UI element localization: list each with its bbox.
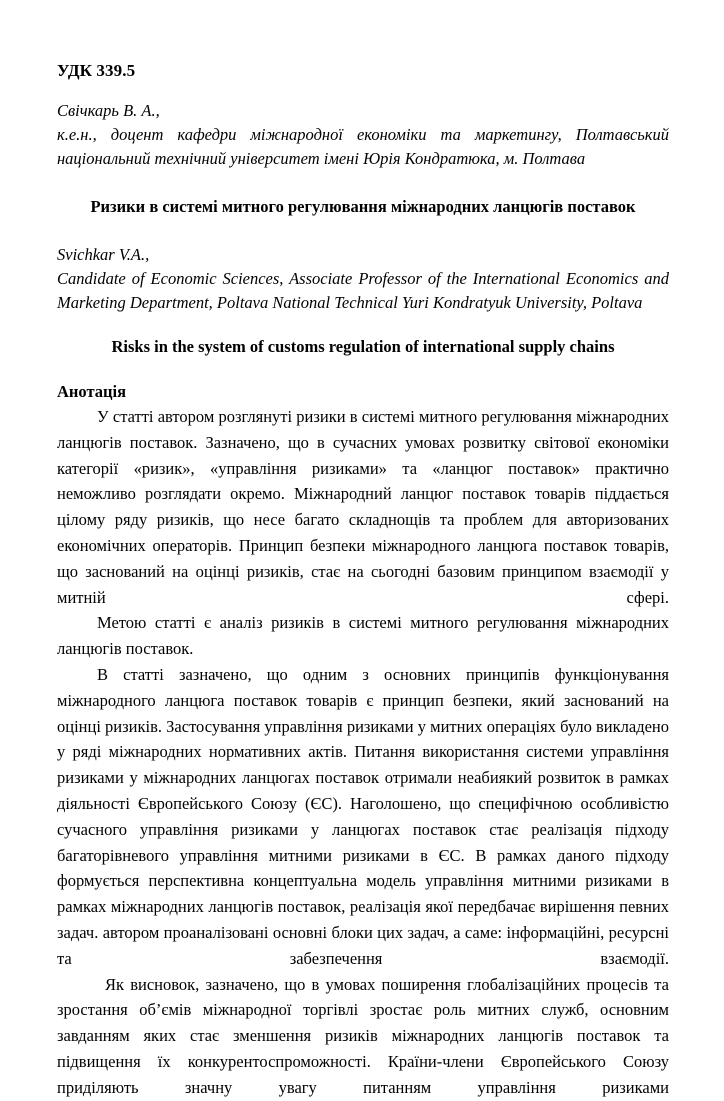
abstract-body [57, 404, 669, 1101]
spacer-after-en-author [57, 315, 669, 335]
author-affiliation-english: Candidate of Economic Sciences, Associate Professor of the International Economics and Marketing Department, Poltava National Technical Yuri Kondratyuk University, Poltava [57, 269, 669, 312]
spacer-after-uk-author [57, 171, 669, 195]
author-name-ukrainian: Свічкарь В. А., [57, 101, 160, 120]
abstract-heading: Анотація [57, 382, 127, 401]
page-content [57, 60, 669, 1101]
article-title-ukrainian: Ризики в системі митного регулювання міжнародних ланцюгів поставок [90, 197, 636, 216]
article-title-english: Risks in the system of customs regulation of international supply chains [111, 337, 615, 356]
author-block-english [57, 243, 669, 315]
abstract-paragraph: У статті автором розглянуті ризики в системі митного регулювання міжнародних ланцюгів поставок. Зазначено, що в сучасних умовах розвитку світової економіки категорії «ризик», «управління ризиками» та «ланцюг поставок» практично неможливо розглядати окремо. Міжнародний ланцюг поставок товарів піддається цілому ряду ризиків, що несе багато складнощів та проблем для авторизованих економічних операторів. Принцип безпеки міжнародного ланцюга поставок товарів, що заснований на оцінці ризиків, стає на сьогодні базовим принципом взаємодії у митній сфері. [57, 407, 669, 607]
abstract-paragraph: В статті зазначено, що одним з основних принципів функціонування міжнародного ланцюга поставок товарів є принцип безпеки, який заснований на оцінці ризиків. Застосування управління ризиками у митних операціях було викладено у ряді міжнародних нормативних актів. Питання використання системи управління ризиками у міжнародних ланцюгах поставок отримали неабиякий розвиток в рамках діяльності Європейського Союзу (ЄС). Наголошено, що специфічною особливістю сучасного управління ризиками у ланцюгах поставок стає реалізація підходу багаторівневого управління митними ризиками в ЄС. В рамках даного підходу формується перспективна концептуальна модель управління митними ризиками в рамках міжнародних ланцюгів поставок, реалізація якої передбачає вирішення певних задач. автором проаналізовані основні блоки цих задач, а саме: інформаційні, ресурсні та забезпечення взаємодії. [57, 664, 669, 968]
spacer-after-uk-title [57, 219, 669, 243]
author-affiliation-ukrainian: к.е.н., доцент кафедри міжнародної економіки та маркетингу, Полтавський національний технічний університет імені Юрія Кондратюка, м. Полтава [57, 125, 669, 168]
spacer-after-en-title [57, 359, 669, 379]
udc-code: УДК 339.5 [57, 61, 136, 80]
author-block-ukrainian [57, 99, 669, 171]
abstract-paragraph: Метою статті є аналіз ризиків в системі митного регулювання міжнародних ланцюгів поставок. [57, 613, 669, 659]
author-name-english: Svichkar V.A., [57, 245, 150, 264]
abstract-paragraph: Як висновок, зазначено, що в умовах поширення глобалізаційних процесів та зростання об’ємів міжнародної торгівлі зростає роль митних служб, основним завданням яких стає зменшення ризиків міжнародних ланцюгів поставок та підвищення їх конкурентоспроможності. Країни-члени Європейського Союзу приділяють значну увагу питанням управління ризиками [57, 974, 669, 1097]
